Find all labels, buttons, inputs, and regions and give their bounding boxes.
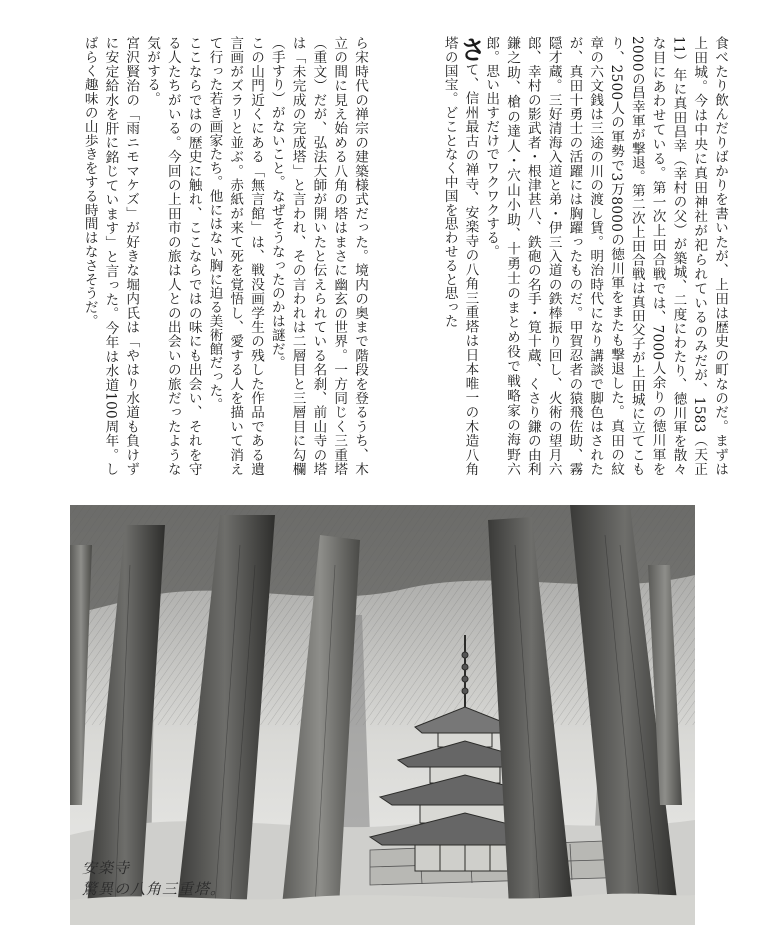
paragraph-mugonkan: この山門近くにある「無言館」は、戦没画学生の残した作品である遺言画がズラリと並ぶ。赤紙が来て死を覚悟し、愛する人を描いて消えて行った若き画家たち。他にはない胸に迫る美術館だった。 [206,36,265,476]
dropcap: さ [455,36,486,63]
article-upper-right-columns [390,36,730,476]
article-upper-left-columns [40,36,370,476]
paragraph-anrakuji [439,36,486,476]
article-body [40,36,730,476]
caption-description: 驚異の八角三重塔。 [82,880,227,898]
paragraph-closing: 宮沢賢治の「雨ニモマケズ」が好きな堀内氏は「やはり水道も負けずに安定給水を肝に銘じています」と言った。今年は水道100周年。しばらく趣味の山歩きをする時間はなさそうだ。 [81,36,140,476]
paragraph-anrakuji-text: て、信州最古の禅寺、安楽寺の八角三重塔は日本唯一の木造八角塔の国宝。どことなく中国を思わせると思った [441,36,479,476]
paragraph-encounters: ここならではの歴史に触れ、ここならではの味にも出会い、それを守る人たちがいる。今回の上田市の旅は人との出会いの旅だったような気がする。 [144,36,202,476]
paragraph-zenshu: ら宋時代の禅宗の建築様式だった。境内の奥まで階段を登るうち、木立の間に見え始める八角の塔はまさに幽玄の世界。一方同じく三重塔（重文）だが、弘法大師が開いたと伝えられている名刹、前山寺の塔は「未完成の完成塔」と言われ、その言われは二層目と三層目に勾欄（手すり）がないこと。なぜそうなったのかは謎だ。 [268,36,368,476]
caption-temple-name: 安楽寺 [82,859,131,877]
illustration-caption [82,858,226,900]
paragraph-intro: 食べたり飲んだりばかりを書いたが、上田は歴史の町なのだ。まずは上田城。今は中央に真田神社が祀られているのみだが、1583（天正11）年に真田昌幸（幸村の父）が築城、二度にわたり、徳川軍を散々な目にあわせている。第一次上田合戦では、7000人余りの徳川軍を2000の昌幸軍が撃退。第二次上田合戦は真田父子が上田城に立てこもり、2500人の軍勢で3万8000の徳川軍をまたも撃退した。真田の紋章の六文銭は三途の川の渡し賃。明治時代になり講談で脚色はされたが、真田十勇士の活躍には胸躍ったものだ。甲賀忍者の猿飛佐助、霧隠才蔵。三好清海入道と弟・伊三入道の鉄棒振り回し、火術の望月六郎、幸村の影武者・根津甚八、鉄砲の名手・筧十蔵、くさり鎌の由利鎌之助、槍の達人・穴山小助、十勇士のまとめ役で戦略家の海野六郎。思い出すだけでワクワクする。 [483,36,728,476]
